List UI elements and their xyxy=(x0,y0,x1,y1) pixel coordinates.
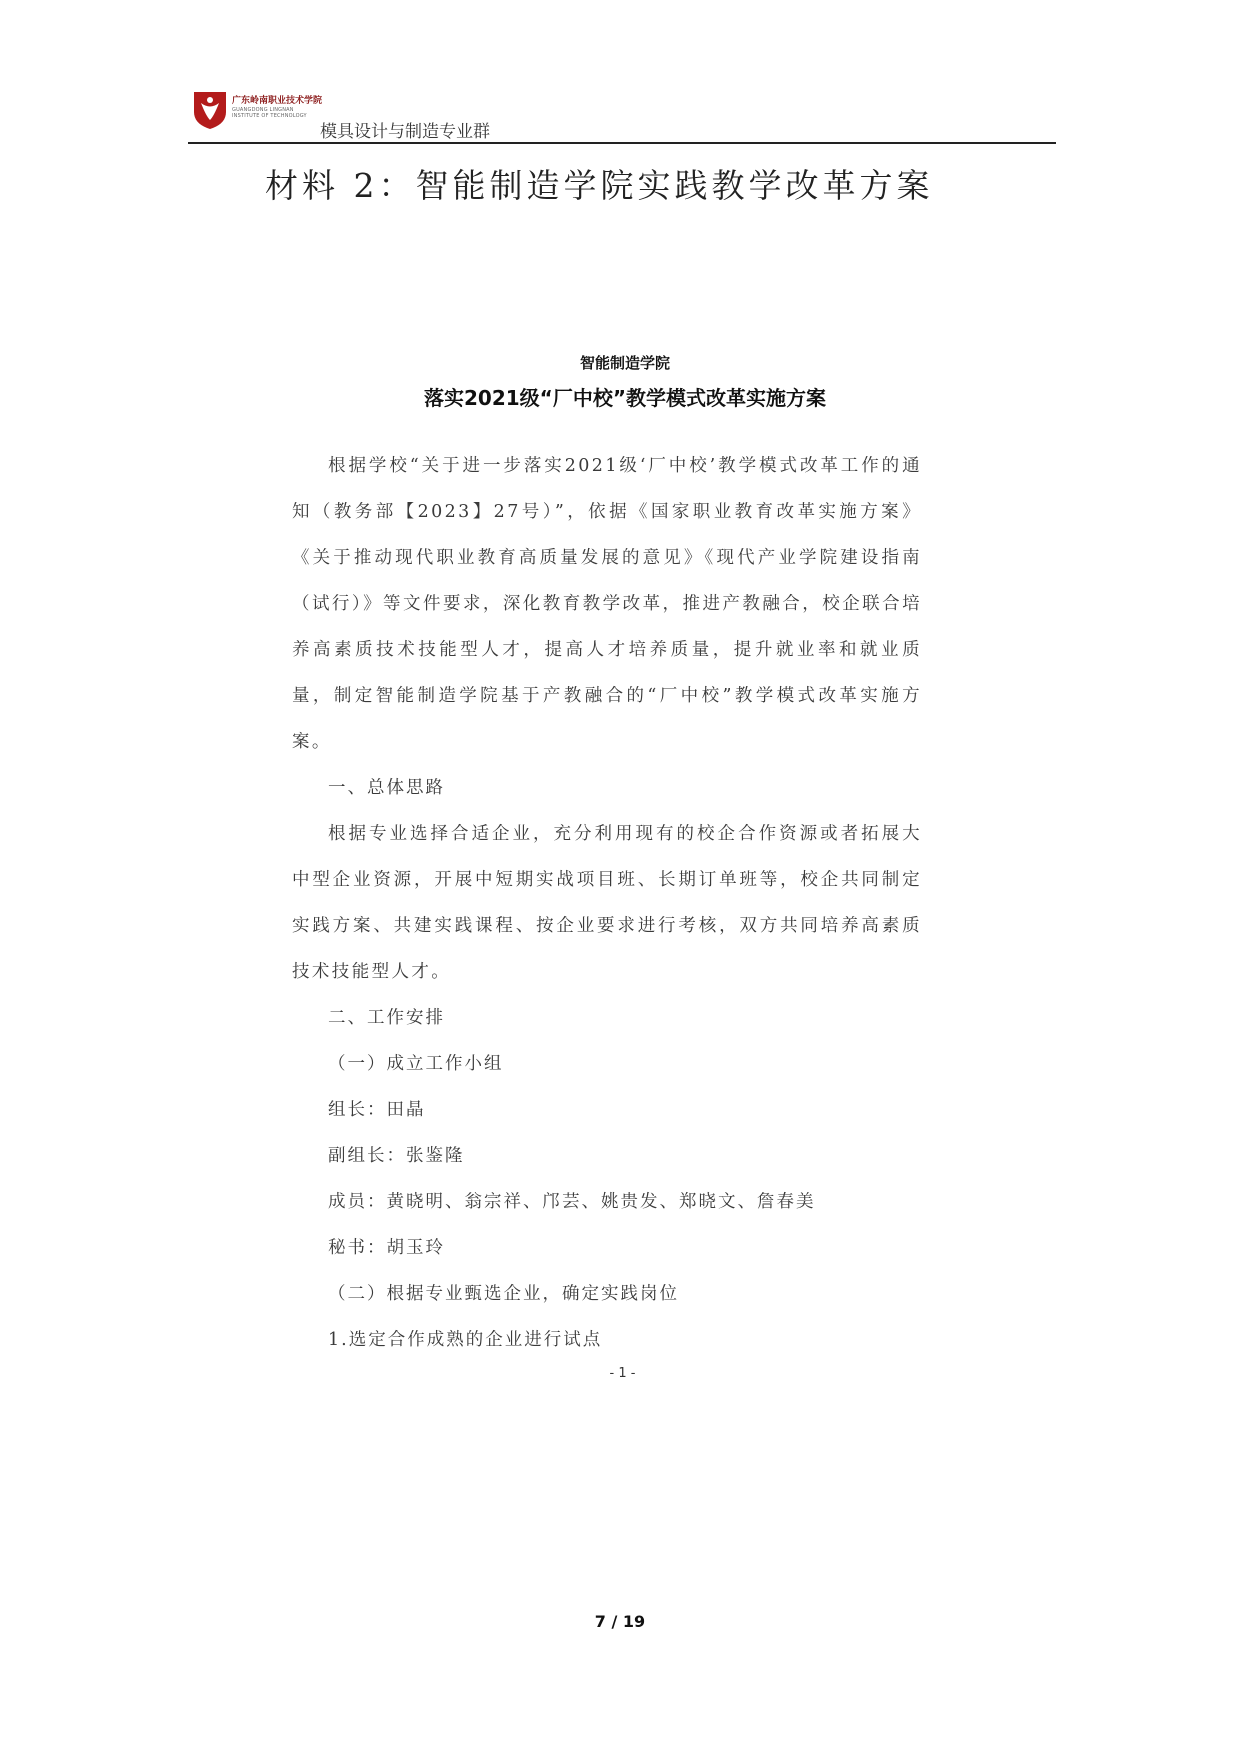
document-college: 智能制造学院 xyxy=(579,354,670,372)
subsection-heading-select-enterprises: （二）根据专业甄选企业，确定实践岗位 xyxy=(328,1284,679,1304)
document-body xyxy=(292,443,922,1363)
professional-group-name: 模具设计与制造专业群 xyxy=(320,122,490,142)
section-heading-overall-approach: 一、总体思路 xyxy=(328,778,445,798)
section-heading-work-arrangement: 二、工作安排 xyxy=(328,1008,445,1028)
group-members: 成员：黄晓明、翁宗祥、邝芸、姚贵发、郑晓文、詹春美 xyxy=(328,1192,816,1212)
header-divider xyxy=(188,142,1056,144)
college-logo xyxy=(192,90,228,130)
subsection-heading-working-group: （一）成立工作小组 xyxy=(328,1054,504,1074)
inner-page-number: - 1 - xyxy=(609,1366,636,1381)
group-leader: 组长：田晶 xyxy=(328,1100,426,1120)
group-secretary: 秘书：胡玉玲 xyxy=(328,1238,445,1258)
college-logo-text xyxy=(232,96,322,119)
page-counter: 7 / 19 xyxy=(594,1612,646,1631)
logo-chinese-name: 广东岭南职业技术学院 xyxy=(232,96,323,106)
logo-english-name-line-2: INSTITUTE OF TECHNOLOGY xyxy=(232,113,307,119)
document-title: 落实2021级“厂中校”教学模式改革实施方案 xyxy=(424,386,826,410)
intro-paragraph: 根据学校“关于进一步落实2021级‘厂中校’教学模式改革工作的通知（教务部【2023】27号）”，依据《国家职业教育改革实施方案》《关于推动现代职业教育高质量发展的意见》《现代产业学院建设指南（试行）》等文件要求，深化教育教学改革，推进产教融合，校企联合培养高素质技术技能型人才，提高人才培养质量，提升就业率和就业质量，制定智能制造学院基于产教融合的“厂中校”教学模式改革实施方案。 xyxy=(292,456,922,752)
logo-english-name-line-1: GUANGDONG LINGNAN xyxy=(232,107,294,113)
list-item-pilot-enterprises: 1.选定合作成熟的企业进行试点 xyxy=(328,1330,603,1350)
deputy-leader: 副组长：张鉴隆 xyxy=(328,1146,465,1166)
overall-approach-paragraph: 根据专业选择合适企业，充分利用现有的校企合作资源或者拓展大中型企业资源，开展中短期实战项目班、长期订单班等，校企共同制定实践方案、共建实践课程、按企业要求进行考核，双方共同培养高素质技术技能型人才。 xyxy=(292,824,922,982)
material-title: 材料 2：智能制造学院实践教学改革方案 xyxy=(265,166,934,205)
